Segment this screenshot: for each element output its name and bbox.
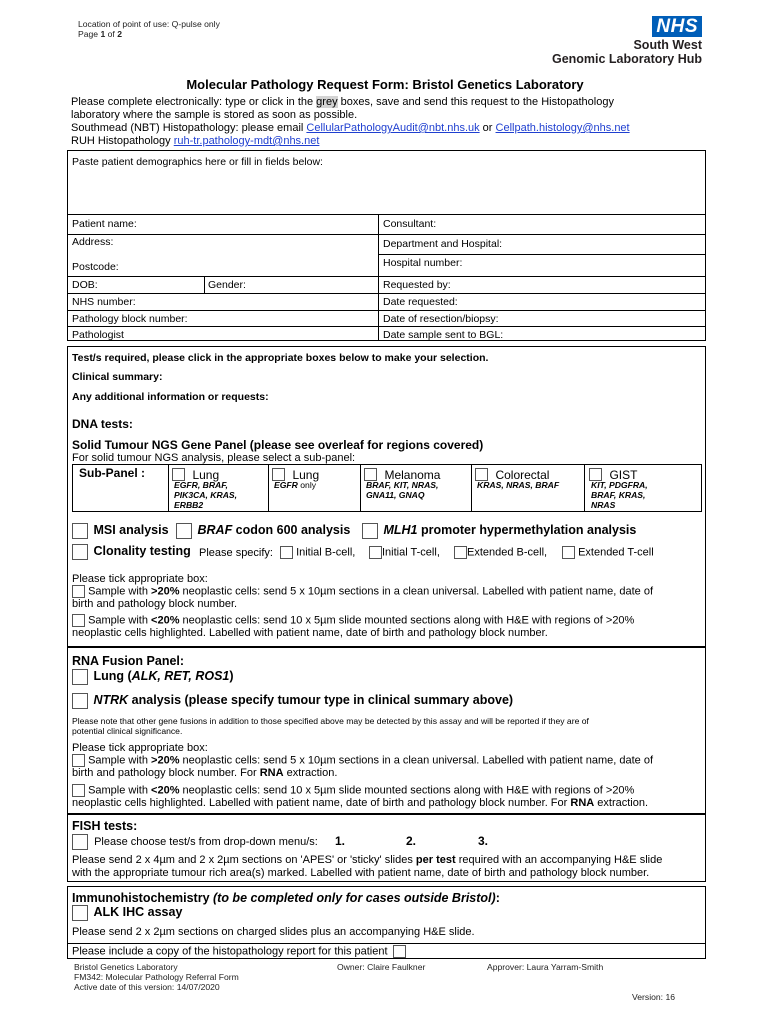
subpanel-melanoma[interactable]: Melanoma: [364, 466, 440, 484]
fish-dropdown-1[interactable]: 1.: [335, 834, 346, 848]
fish-instructions: Please send 2 x 4µm and 2 x 2µm sections on 'APES' or 'sticky' slides per test required with an accompanying H&E slide with the appropriate tumour rich area(s) marked. Labelled with patient name, date of birth and pathology block number.: [72, 854, 663, 879]
rna-fusion-section: [67, 647, 706, 814]
ngs-sub-instruction: For solid tumour NGS analysis, please select a sub-panel:: [72, 452, 356, 464]
fish-dropdown-2[interactable]: 2.: [406, 834, 417, 848]
paste-demographics-field[interactable]: [68, 169, 705, 214]
rna-lung-checkbox[interactable]: [72, 669, 88, 685]
ihc-instructions: Please send 2 x 2µm sections on charged slides plus an accompanying H&E slide.: [72, 926, 475, 938]
braf-option[interactable]: BRAF codon 600 analysis: [176, 523, 350, 539]
rna-heading: RNA Fusion Panel:: [72, 654, 185, 668]
extended-t-checkbox[interactable]: [562, 546, 575, 559]
colorectal-genes: KRAS, NRAS, BRAF: [477, 480, 560, 490]
page-number: Page 1 of 2: [78, 29, 122, 39]
dob-field[interactable]: DOB:: [72, 279, 98, 291]
requested-by-field[interactable]: Requested by:: [383, 279, 451, 291]
paste-demographics-label: Paste patient demographics here or fill in fields below:: [72, 156, 323, 168]
braf-checkbox[interactable]: [176, 523, 192, 539]
tests-instruction: Test/s required, please click in the appropriate boxes below to make your selection.: [72, 352, 489, 364]
extended-t-option[interactable]: Extended T-cell: [562, 546, 654, 559]
dna-under20-checkbox[interactable]: [72, 614, 85, 627]
footer-owner: Owner: Claire Faulkner: [337, 962, 426, 972]
copy-report-row: [67, 944, 706, 959]
postcode-field[interactable]: Postcode:: [72, 261, 119, 273]
fish-choose: Please choose test/s from drop-down menu/s:: [72, 834, 318, 850]
rna-over20-checkbox[interactable]: [72, 754, 85, 767]
footer-approver: Approver: Laura Yarram-Smith: [487, 962, 604, 972]
please-specify-label: Please specify:: [199, 547, 273, 559]
dna-heading: DNA tests:: [72, 417, 133, 431]
initial-b-option[interactable]: Initial B-cell,: [280, 546, 355, 559]
date-sent-field[interactable]: Date sample sent to BGL:: [383, 329, 504, 341]
gist-genes: KIT, PDGFRA, BRAF, KRAS, NRAS: [591, 480, 648, 510]
fish-checkbox[interactable]: [72, 834, 88, 850]
clonality-option[interactable]: Clonality testing: [72, 544, 191, 560]
clinical-summary-label[interactable]: Clinical summary:: [72, 371, 163, 383]
ntrk-checkbox[interactable]: [72, 693, 88, 709]
block-number-field[interactable]: Pathology block number:: [72, 313, 188, 325]
subpanel-colorectal[interactable]: Colorectal: [475, 466, 549, 484]
address-field[interactable]: Address:: [72, 236, 114, 248]
department-hospital-field[interactable]: Department and Hospital:: [383, 238, 503, 250]
rna-tick-label: Please tick appropriate box:: [72, 742, 208, 754]
date-requested-field[interactable]: Date requested:: [383, 296, 458, 308]
msi-option[interactable]: MSI analysis: [72, 523, 169, 539]
rna-sample-under20[interactable]: Sample with <20% neoplastic cells: send 10 x 5µm slide mounted sections along with H&E with regions of >20% neoplastic cells highlighted. Labelled with patient name, date of birth and pathology block number. For RNA extraction.: [72, 784, 649, 810]
fish-dropdown-3[interactable]: 3.: [478, 834, 489, 848]
page-title: Molecular Pathology Request Form: Bristol Genetics Laboratory: [186, 77, 584, 92]
org-name: South West Genomic Laboratory Hub: [551, 38, 702, 66]
initial-t-option[interactable]: Initial T-cell,: [369, 546, 440, 559]
initial-b-checkbox[interactable]: [280, 546, 293, 559]
msi-checkbox[interactable]: [72, 523, 88, 539]
dna-sample-over20[interactable]: Sample with >20% neoplastic cells: send 5 x 10µm sections in a clean universal. Labelled with patient name, date of birth and pathology block number.: [72, 585, 653, 611]
subpanel-gist[interactable]: GIST: [589, 466, 637, 484]
consultant-field[interactable]: Consultant:: [383, 218, 437, 230]
footer-version: Version: 16: [632, 992, 675, 1002]
nhs-logo: NHS: [652, 16, 702, 38]
date-resection-field[interactable]: Date of resection/biopsy:: [383, 313, 499, 325]
dna-tests-section: [67, 346, 706, 647]
copy-report-option[interactable]: Please include a copy of the histopathology report for this patient: [72, 945, 406, 958]
nhs-number-field[interactable]: NHS number:: [72, 296, 136, 308]
fish-heading: FISH tests:: [72, 819, 138, 833]
ihc-heading: Immunohistochemistry (to be completed only for cases outside Bristol):: [72, 891, 500, 905]
ntrk-option[interactable]: NTRK analysis (please specify tumour type in clinical summary above): [72, 693, 513, 709]
rna-note: Please note that other gene fusions in addition to those specified above may be detected by this assay and will be reported if they are of potential clinical significance.: [72, 716, 589, 736]
alk-ihc-option[interactable]: ALK IHC assay: [72, 905, 182, 921]
gender-field[interactable]: Gender:: [208, 279, 246, 291]
dna-tick-label: Please tick appropriate box:: [72, 573, 208, 585]
rna-under20-checkbox[interactable]: [72, 784, 85, 797]
additional-info-label[interactable]: Any additional information or requests:: [72, 391, 269, 403]
intro-text: Please complete electronically: type or click in the grey boxes, save and send this request to the Histopathology laboratory where the sample is stored as soon as possible. Southmead (NBT) Histopathology: please email CellularPathologyAudit@nbt.nhs.uk or Cellpath.histology@nhs.net RUH Histopathology ruh-tr.pathology-mdt@nhs.net: [71, 96, 630, 147]
extended-b-option[interactable]: Extended B-cell,: [454, 546, 547, 559]
email-link-cellpath[interactable]: Cellpath.histology@nhs.net: [495, 122, 630, 134]
subpanel-label: Sub-Panel :: [79, 466, 146, 480]
extended-b-checkbox[interactable]: [454, 546, 467, 559]
lung-egfr-genes: EGFR only: [274, 480, 317, 490]
mlh1-option[interactable]: MLH1 promoter hypermethylation analysis: [362, 523, 636, 539]
alk-ihc-checkbox[interactable]: [72, 905, 88, 921]
footer-lab-info: Bristol Genetics Laboratory FM342: Molecular Pathology Referral Form Active date of this version: 14/07/2020: [74, 962, 239, 992]
email-link-nbt[interactable]: CellularPathologyAudit@nbt.nhs.uk: [306, 122, 480, 134]
email-link-ruh[interactable]: ruh-tr.pathology-mdt@nhs.net: [173, 135, 320, 147]
fish-section: [67, 814, 706, 882]
melanoma-genes: BRAF, KIT, NRAS, GNA11, GNAQ: [366, 480, 439, 500]
dna-sample-under20[interactable]: Sample with <20% neoplastic cells: send 10 x 5µm slide mounted sections along with H&E with regions of >20% neoplastic cells highlighted. Labelled with patient name, date of birth and pathology block number.: [72, 614, 635, 640]
location-note: Location of point of use: Q-pulse only: [78, 19, 220, 29]
subpanel-lung-egfr[interactable]: Lung: [272, 466, 319, 484]
subpanel-lung-full[interactable]: Lung: [172, 466, 219, 484]
demographics-table: [67, 150, 706, 341]
hospital-number-field[interactable]: Hospital number:: [383, 257, 463, 269]
rna-sample-over20[interactable]: Sample with >20% neoplastic cells: send 5 x 10µm sections in a clean universal. Labelled with patient name, date of birth and pathology block number. For RNA extraction.: [72, 754, 653, 780]
lung-full-genes: EGFR, BRAF, PIK3CA, KRAS, ERBB2: [174, 480, 238, 510]
copy-report-checkbox[interactable]: [393, 945, 406, 958]
pathologist-field[interactable]: Pathologist: [72, 329, 124, 341]
clonality-checkbox[interactable]: [72, 544, 88, 560]
rna-lung-option[interactable]: Lung (ALK, RET, ROS1): [72, 669, 234, 685]
ihc-section: [67, 886, 706, 944]
mlh1-checkbox[interactable]: [362, 523, 378, 539]
subpanel-grid: [72, 464, 702, 512]
ngs-heading: Solid Tumour NGS Gene Panel (please see overleaf for regions covered): [72, 438, 484, 452]
dna-over20-checkbox[interactable]: [72, 585, 85, 598]
initial-t-checkbox[interactable]: [369, 546, 382, 559]
patient-name-field[interactable]: Patient name:: [72, 218, 137, 230]
